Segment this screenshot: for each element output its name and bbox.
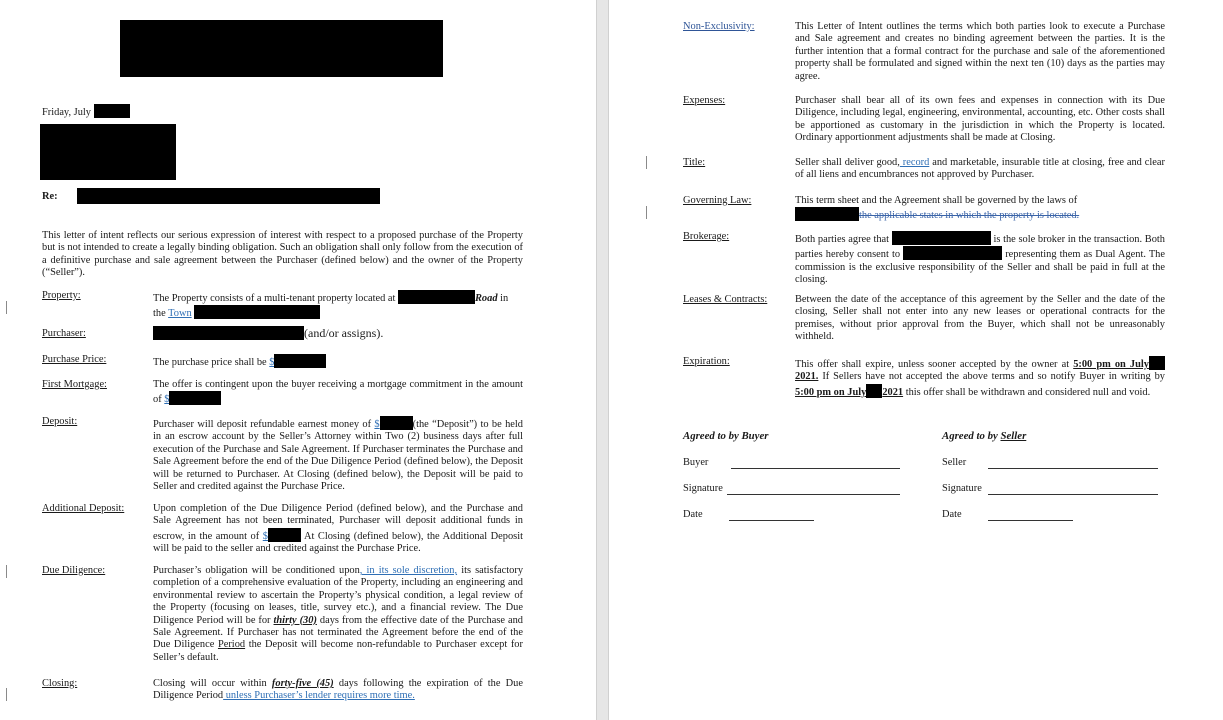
buyer-name-line[interactable]: [731, 468, 900, 469]
buyer-signature-line[interactable]: [727, 494, 900, 495]
expenses-label: Expenses:: [683, 95, 726, 106]
title-text: Seller shall deliver good, record and marketable, insurable title at closing, free and clear of all liens and encumbrances not approved by Purchaser.: [795, 157, 1165, 181]
property-label: Property:: [42, 290, 81, 301]
due-diligence-label: Due Diligence:: [42, 565, 106, 576]
change-bar: [6, 688, 7, 701]
purchaser-label: Purchaser:: [42, 328, 86, 339]
document-page-right: [609, 0, 1223, 720]
leases-contracts-text: Between the date of the acceptance of this agreement by the Seller and the date of the closing, Seller shall not enter into any new leases or operational contracts for the premises, without prior approval from the Buyer, which shall not be unreasonably withheld.: [795, 294, 1165, 343]
brokerage-label: Brokerage:: [683, 231, 730, 242]
deposit-text: Purchaser will deposit refundable earnest money of $ (the “Deposit”) to be held in an escrow account by the Seller’s Attorney within Two (2) business days after full execution of the Purchase and Sale Agreement. If Purchaser terminates the Purchase and Sale Agreement before the end of the Due Diligence Period (defined below), the Deposit will be returned to Purchaser. At Closing (defined below), the Deposit will be paid to Seller and credited against the Purchase Price.: [153, 416, 523, 493]
purchaser-text: (and/or assigns).: [153, 326, 523, 340]
closing-label: Closing:: [42, 678, 78, 689]
title-label: Title:: [683, 157, 706, 168]
seller-name-line[interactable]: [988, 468, 1158, 469]
expenses-text: Purchaser shall bear all of its own fees and expenses in connection with its Due Diligence, including legal, engineering, environmental, accounting, etc. Other costs shall be apportioned as customary in the jurisdiction in which the Property is located. Ordinary apportionment adjustments shall be made at Closing.: [795, 95, 1165, 144]
non-exclusivity-text: This Letter of Intent outlines the terms which both parties look to execute a Purchase and Sale agreement and creates no binding agreement between the parties. It is the further intention that a formal contract for the purchase and sale of the aforementioned property shall be formulated and signed within the next ten (10) days as the parties may agree.: [795, 21, 1165, 82]
intro-paragraph: This letter of intent reflects our serious expression of interest with respect to a proposed purchase of the Property but is not intended to create a legally binding obligation. Such an obligation shall only follow from the execution of a definitive purchase and sale agreement between the Purchaser (defined below) and the owner of the Property (“Seller”).: [42, 230, 523, 279]
seller-date-line[interactable]: [988, 520, 1073, 521]
purchase-price-label: Purchase Price:: [42, 354, 107, 365]
first-mortgage-label: First Mortgage:: [42, 379, 107, 390]
page-gutter: [596, 0, 609, 720]
seller-signature-line[interactable]: [988, 494, 1158, 495]
purchase-price-text: The purchase price shall be $: [153, 354, 523, 369]
change-bar: [646, 156, 647, 169]
change-bar: [646, 206, 647, 219]
expiration-text: This offer shall expire, unless sooner accepted by the owner at 5:00 pm on July 2021. If Sellers have not accepted the above terms and so notify Buyer in writing by 5:00 pm on July 2021 this offer shall be withdrawn and considered null and void.: [795, 356, 1165, 399]
expiration-label: Expiration:: [683, 356, 730, 367]
seller-date-label: Date: [942, 509, 962, 520]
leases-contracts-label: Leases & Contracts:: [683, 294, 768, 305]
re-label: Re:: [42, 191, 58, 202]
deposit-label: Deposit:: [42, 416, 78, 427]
closing-text: Closing will occur within forty-five (45) days following the expiration of the Due Diligence Period unless Purchaser’s lender requires more time.: [153, 678, 523, 702]
document-page-left: [0, 0, 596, 720]
redacted-date: [94, 104, 130, 118]
governing-law-label: Governing Law:: [683, 195, 752, 206]
redacted-subject: [77, 188, 380, 204]
seller-signature-heading: Agreed to by Seller: [942, 430, 1027, 442]
buyer-signature-label: Signature: [683, 483, 723, 494]
buyer-date-line[interactable]: [729, 520, 814, 521]
change-bar: [6, 565, 7, 578]
change-bar: [6, 301, 7, 314]
buyer-name-label: Buyer: [683, 457, 709, 468]
letter-date: Friday, July: [42, 104, 130, 119]
redacted-recipient-address: [40, 124, 176, 180]
first-mortgage-text: The offer is contingent upon the buyer receiving a mortgage commitment in the amount of $: [153, 379, 523, 406]
redacted-letterhead: [120, 20, 443, 77]
seller-name-label: Seller: [942, 457, 967, 468]
additional-deposit-text: Upon completion of the Due Diligence Period (defined below), and the Purchase and Sale Agreement has not been terminated, Purchaser will deposit additional funds in escrow, in the amount of $ At Closing (defined below), the Additional Deposit will be paid to the seller and credited against the Purchase Price.: [153, 503, 523, 555]
non-exclusivity-label: Non-Exclusivity:: [683, 21, 755, 32]
additional-deposit-label: Additional Deposit:: [42, 503, 125, 514]
brokerage-text: Both parties agree that is the sole broker in the transaction. Both parties hereby consent to representing them as Dual Agent. The commission is the exclusive responsibility of the Seller and shall be paid in full at the closing.: [795, 231, 1165, 287]
buyer-signature-heading: Agreed to by Buyer: [683, 430, 769, 442]
seller-signature-label: Signature: [942, 483, 982, 494]
governing-law-text: This term sheet and the Agreement shall be governed by the laws of the applicable states in which the property is located.: [795, 195, 1080, 222]
buyer-date-label: Date: [683, 509, 703, 520]
property-text: The Property consists of a multi-tenant property located at Road in the Town: [153, 290, 523, 321]
due-diligence-text: Purchaser’s obligation will be conditioned upon, in its sole discretion, its satisfactory completion of a comprehensive evaluation of the Property, including an engineering and environmental review to ascertain the Property’s physical condition, a legal review of the Property (focusing on leases, title, survey etc.), and a financial review. The Due Diligence Period will be for thirty (30) days from the effective date of the Purchase and Sale Agreement. If Purchaser has not terminated the Agreement before the end of the Due Diligence Period the Deposit will become non-refundable to Purchaser except for Seller’s default.: [153, 565, 524, 663]
